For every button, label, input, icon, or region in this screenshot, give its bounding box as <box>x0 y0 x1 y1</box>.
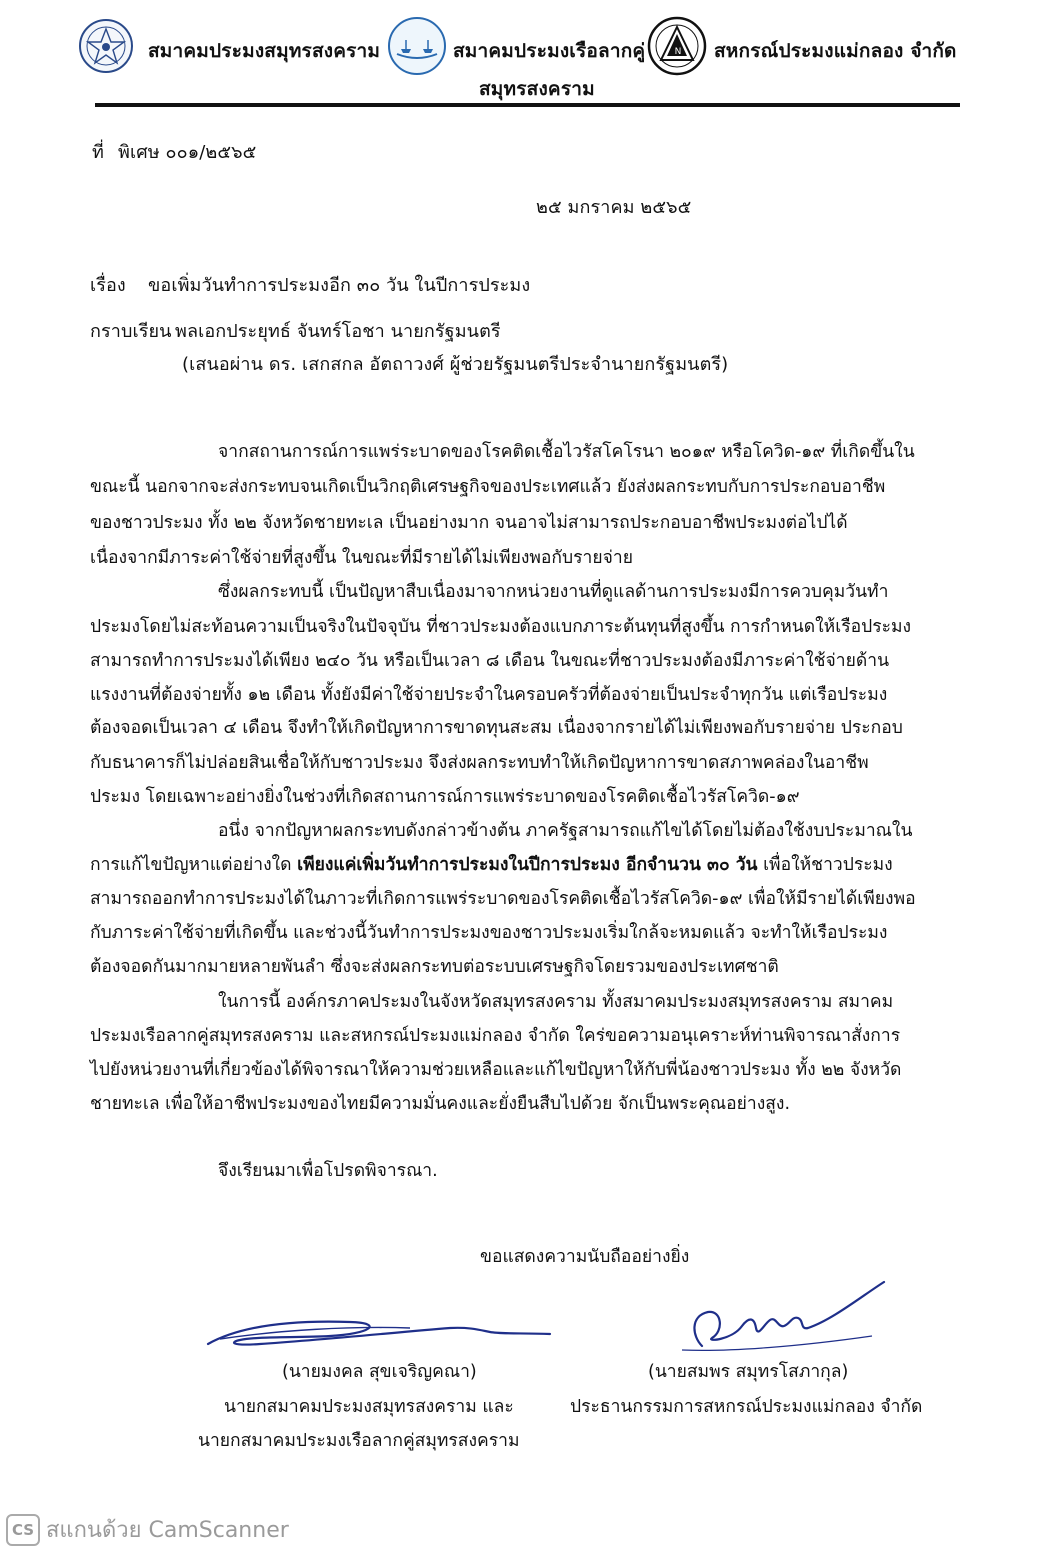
org-name-trawler-association-line1: สมาคมประมงเรือลากคู่ <box>453 40 646 62</box>
signer-2-title: ประธานกรรมการสหกรณ์ประมงแม่กลอง จำกัด <box>570 1397 923 1417</box>
camscanner-watermark <box>0 1512 289 1547</box>
letter-date: ๒๕ มกราคม ๒๕๖๕ <box>536 197 692 218</box>
paragraph-3-text: การแก้ไขปัญหาแต่อย่างใด <box>90 855 298 875</box>
paragraph-1-line: จากสถานการณ์การแพร่ระบาดของโรคติดเชื้อไวรัสโคโรนา ๒๐๑๙ หรือโควิด-๑๙ ที่เกิดขึ้นใน <box>218 442 915 462</box>
paragraph-1-line: ของชาวประมง ทั้ง ๒๒ จังหวัดชายทะเล เป็นอย่างมาก จนอาจไม่สามารถประกอบอาชีพประมงต่อไปได้ <box>90 513 848 533</box>
paragraph-3-emphasis: เพียงแค่เพิ่มวันทำการประมงในปีการประมง อีกจำนวน ๓๐ วัน <box>297 855 758 875</box>
paragraph-3-line: อนึ่ง จากปัญหาผลกระทบดังกล่าวข้างต้น ภาครัฐสามารถแก้ไขได้โดยไม่ต้องใช้งบประมาณใน <box>218 821 913 841</box>
signer-1-name: (นายมงคล สุขเจริญคณา) <box>282 1362 477 1382</box>
paragraph-3-line-with-emphasis <box>90 850 893 878</box>
paragraph-1-line: ขณะนี้ นอกจากจะส่งกระทบจนเกิดเป็นวิกฤติเศรษฐกิจของประเทศแล้ว ยังส่งผลกระทบกับการประกอบอาชีพ <box>90 477 886 497</box>
paragraph-3-line: สามารถออกทำการประมงได้ในภาวะที่เกิดการแพร่ระบาดของโรคติดเชื้อไวรัสโควิด-๑๙ เพื่อให้มีรายได้เพียงพอ <box>90 889 916 909</box>
signer-2-name: (นายสมพร สมุทรโสภากุล) <box>648 1362 849 1382</box>
signature-1 <box>200 1306 560 1360</box>
reference-label: ที่ <box>92 142 104 163</box>
paragraph-2-line: แรงงานที่ต้องจ่ายทั้ง ๑๒ เดือน ทั้งยังมีค่าใช้จ่ายประจำในครอบครัวที่ต้องจ่ายเป็นประจำทุกวัน แต่เรือประมง <box>90 685 888 705</box>
subject-text: ขอเพิ่มวันทำการประมงอีก ๓๐ วัน ในปีการประมง <box>148 275 531 296</box>
svg-text:N: N <box>674 47 682 57</box>
paragraph-4-line: ในการนี้ องค์กรภาคประมงในจังหวัดสมุทรสงคราม ทั้งสมาคมประมงสมุทรสงคราม สมาคม <box>218 992 894 1012</box>
org-name-trawler-association-line2: สมุทรสงคราม <box>479 78 595 100</box>
paragraph-3-line: ต้องจอดกันมากมายหลายพันลำ ซึ่งจะส่งผลกระทบต่อระบบเศรษฐกิจโดยรวมของประเทศชาติ <box>90 957 779 977</box>
salutation: ขอแสดงความนับถืออย่างยิ่ง <box>480 1247 690 1267</box>
paragraph-2-line: ประมงโดยไม่สะท้อนความเป็นจริงในปัจจุบัน ที่ชาวประมงต้องแบกภาระต้นทุนที่สูงขึ้น การกำหนดให้เรือประมง <box>90 617 912 637</box>
via-line: (เสนอผ่าน ดร. เสกสกล อัตถาวงศ์ ผู้ช่วยรัฐมนตรีประจำนายกรัฐมนตรี) <box>182 354 729 375</box>
closing-request: จึงเรียนมาเพื่อโปรดพิจารณา. <box>218 1161 438 1181</box>
signature-2 <box>672 1276 892 1370</box>
paragraph-2-line: ต้องจอดเป็นเวลา ๔ เดือน จึงทำให้เกิดปัญหาการขาดทุนสะสม เนื่องจากรายได้ไม่เพียงพอกับรายจ่าย ประกอบ <box>90 718 903 738</box>
reference-number: พิเศษ ๐๐๑/๒๕๖๕ <box>118 142 257 163</box>
paragraph-4-line: ชายทะเล เพื่อให้อาชีพประมงของไทยมีความมั่นคงและยั่งยืนสืบไปด้วย จักเป็นพระคุณอย่างสูง. <box>90 1094 791 1114</box>
paragraph-3-line: กับภาระค่าใช้จ่ายที่เกิดขึ้น และช่วงนี้วันทำการประมงของชาวประมงเริ่มใกล้จะหมดแล้ว จะทำให้เรือประมง <box>90 923 888 943</box>
paragraph-2-line: กับธนาคารก็ไม่ปล่อยสินเชื่อให้กับชาวประมง จึงส่งผลกระทบทำให้เกิดปัญหาการขาดสภาพคล่องในอาชีพ <box>90 753 869 773</box>
camscanner-logo-icon: CS <box>6 1514 40 1546</box>
paragraph-2-line: ประมง โดยเฉพาะอย่างยิ่งในช่วงที่เกิดสถานการณ์การแพร่ระบาดของโรคติดเชื้อไวรัสโควิด-๑๙ <box>90 787 800 807</box>
boats-logo <box>387 16 443 72</box>
signer-1-title-line1: นายกสมาคมประมงสมุทรสงคราม และ <box>224 1397 514 1417</box>
paragraph-4-line: ประมงเรือลากคู่สมุทรสงคราม และสหกรณ์ประมงแม่กลอง จำกัด ใคร่ขอความอนุเคราะห์ท่านพิจารณาสั่งการ <box>90 1026 901 1046</box>
header-divider <box>95 103 960 107</box>
subject-label: เรื่อง <box>90 275 126 296</box>
association-seal-logo <box>78 18 134 74</box>
recipient-name: พลเอกประยุทธ์ จันทร์โอชา นายกรัฐมนตรี <box>175 321 501 342</box>
paragraph-4-line: ไปยังหน่วยงานที่เกี่ยวข้องได้พิจารณาให้ความช่วยเหลือและแก้ไขปัญหาให้กับพี่น้องชาวประมง ทั้ง ๒๒ จังหวัด <box>90 1060 902 1080</box>
signer-1-title-line2: นายกสมาคมประมงเรือลากคู่สมุทรสงคราม <box>198 1431 520 1451</box>
org-name-association: สมาคมประมงสมุทรสงคราม <box>148 40 381 62</box>
recipient-label: กราบเรียน <box>90 321 172 342</box>
cooperative-triangle-logo <box>647 16 703 72</box>
paragraph-3-text: เพื่อให้ชาวประมง <box>757 855 893 875</box>
paragraph-2-line: สามารถทำการประมงได้เพียง ๒๔๐ วัน หรือเป็นเวลา ๘ เดือน ในขณะที่ชาวประมงต้องมีภาระค่าใช้จ่ายด้าน <box>90 651 890 671</box>
paragraph-1-line: เนื่องจากมีภาระค่าใช้จ่ายที่สูงขึ้น ในขณะที่มีรายได้ไม่เพียงพอกับรายจ่าย <box>90 548 633 568</box>
camscanner-text: สแกนด้วย CamScanner <box>46 1518 289 1543</box>
org-name-cooperative: สหกรณ์ประมงแม่กลอง จำกัด <box>714 40 957 62</box>
paragraph-2-line: ซึ่งผลกระทบนี้ เป็นปัญหาสืบเนื่องมาจากหน่วยงานที่ดูแลด้านการประมงมีการควบคุมวันทำ <box>218 582 889 602</box>
